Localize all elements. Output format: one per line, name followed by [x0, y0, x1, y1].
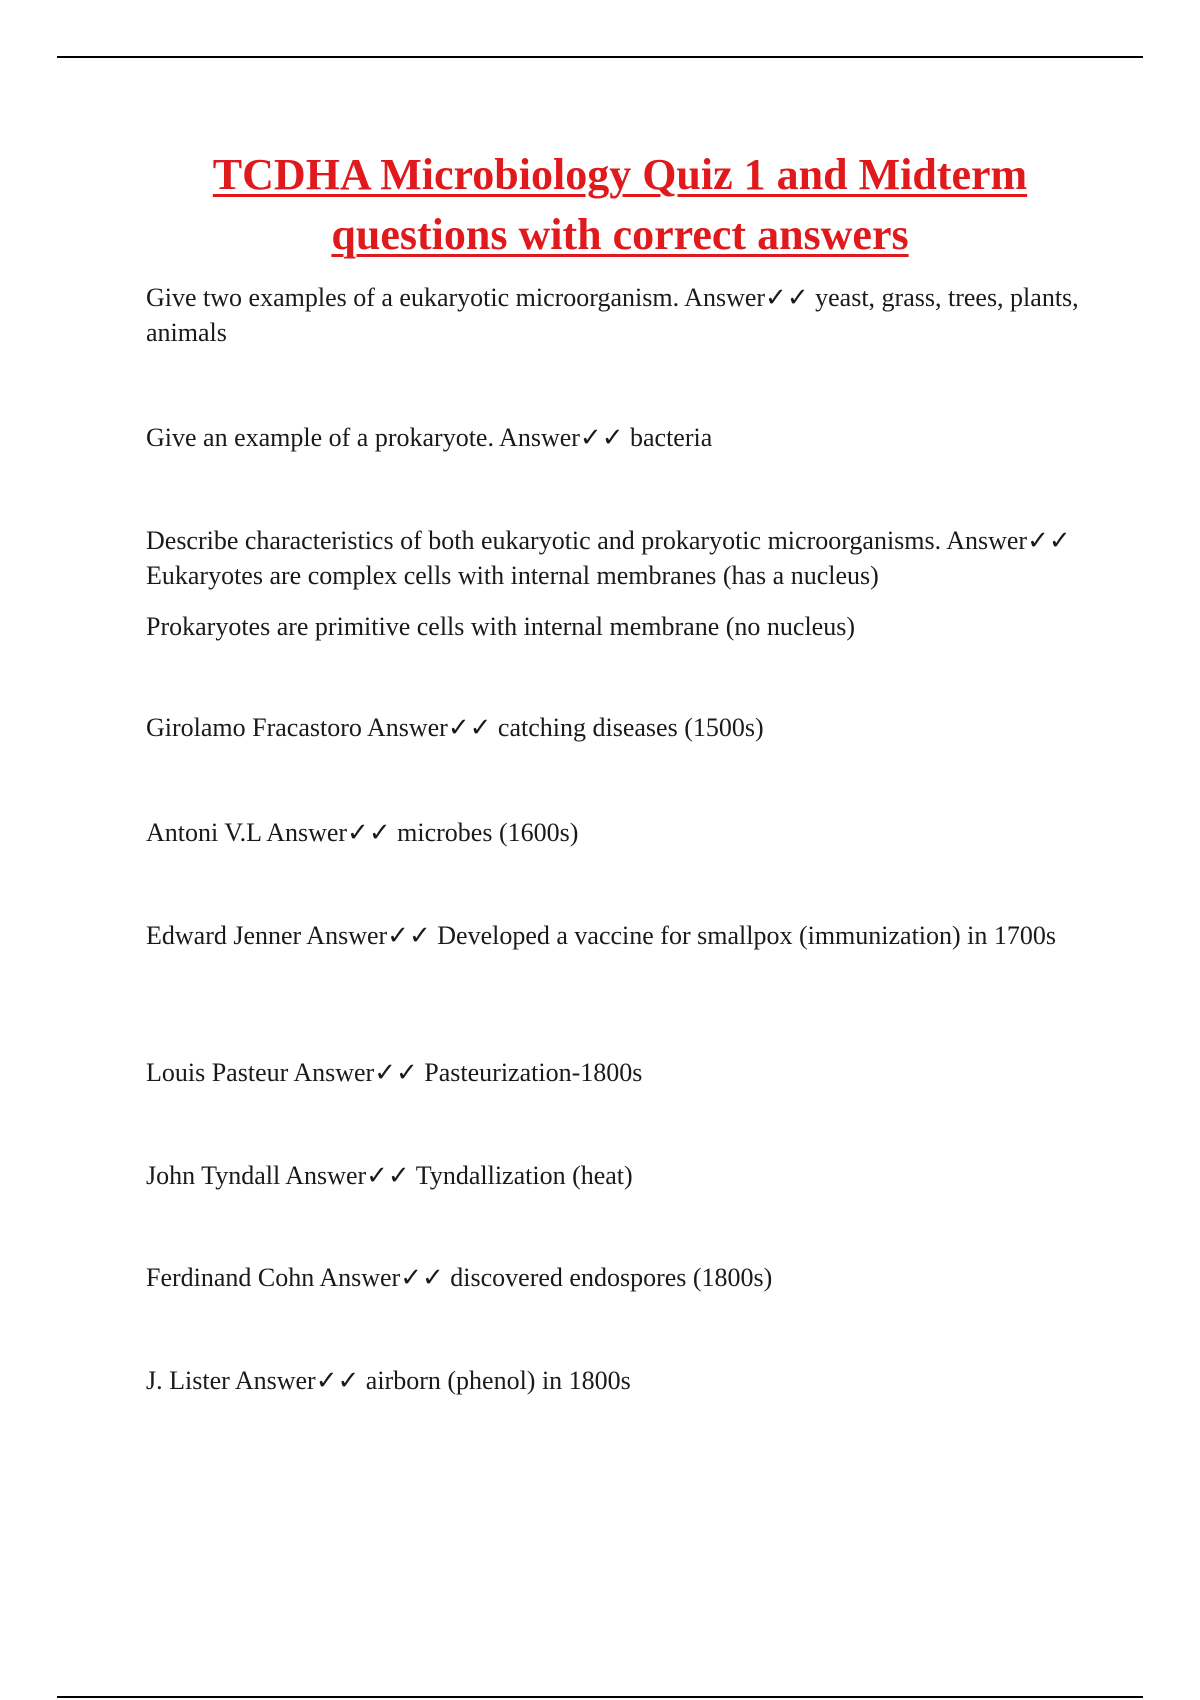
question-text: Edward Jenner	[146, 921, 302, 950]
question-text: J. Lister	[146, 1366, 230, 1395]
answer-text: Pasteurization-1800s	[424, 1058, 643, 1087]
qa-item-8	[146, 1158, 1096, 1193]
answer-text: Tyndallization (heat)	[415, 1161, 633, 1190]
qa-item-6	[146, 918, 1096, 953]
qa-item-1	[146, 280, 1096, 350]
question-text: Louis Pasteur	[146, 1058, 289, 1087]
question-text: Give an example of a prokaryote.	[146, 423, 494, 452]
qa-item-5	[146, 815, 1096, 850]
question-text: Describe characteristics of both eukaryotic and prokaryotic microorganisms.	[146, 526, 942, 555]
answer-text: discovered endospores (1800s)	[450, 1263, 773, 1292]
question-text: John Tyndall	[146, 1161, 281, 1190]
qa-item-2	[146, 420, 1096, 455]
answer-text: bacteria	[630, 423, 713, 452]
answer-text: yeast, grass, trees, plants, animals	[146, 283, 1079, 347]
answer-label: Answer✓✓	[684, 283, 809, 312]
qa-item-9	[146, 1260, 1096, 1295]
answer-label: Answer✓✓	[946, 526, 1071, 555]
question-text: Ferdinand Cohn	[146, 1263, 315, 1292]
qa-item-4	[146, 710, 1096, 745]
question-text: Antoni V.L	[146, 818, 262, 847]
answer-label: Answer✓✓	[285, 1161, 410, 1190]
title-line-1: TCDHA Microbiology Quiz 1 and Midterm	[212, 150, 1028, 199]
answer-text: Developed a vaccine for smallpox (immunization) in 1700s	[437, 921, 1057, 950]
answer-label: Answer✓✓	[293, 1058, 418, 1087]
top-rule	[57, 56, 1143, 58]
answer-label: Answer✓✓	[366, 713, 492, 742]
answer-label: Answer✓✓	[499, 423, 624, 452]
qa-item-10	[146, 1363, 1096, 1398]
title-line-2: questions with correct answers	[331, 210, 909, 259]
answer-label: Answer✓✓	[266, 818, 391, 847]
question-text: Give two examples of a eukaryotic microorganism.	[146, 283, 680, 312]
answer-text: microbes (1600s)	[397, 818, 579, 847]
bottom-rule	[57, 1696, 1143, 1698]
answer-label: Answer✓✓	[319, 1263, 444, 1292]
question-text: Girolamo Fracastoro	[146, 713, 362, 742]
answer-text: catching diseases (1500s)	[497, 713, 764, 742]
answer-text: airborn (phenol) in 1800s	[365, 1366, 631, 1395]
qa-item-3	[146, 523, 1096, 644]
answer-continuation: Prokaryotes are primitive cells with internal membrane (no nucleus)	[146, 612, 855, 641]
page-title	[80, 145, 1160, 265]
qa-item-7	[146, 1055, 1096, 1090]
answer-text: Eukaryotes are complex cells with internal membranes (has a nucleus)	[146, 561, 879, 590]
answer-label: Answer✓✓	[306, 921, 431, 950]
answer-label: Answer✓✓	[234, 1366, 360, 1395]
